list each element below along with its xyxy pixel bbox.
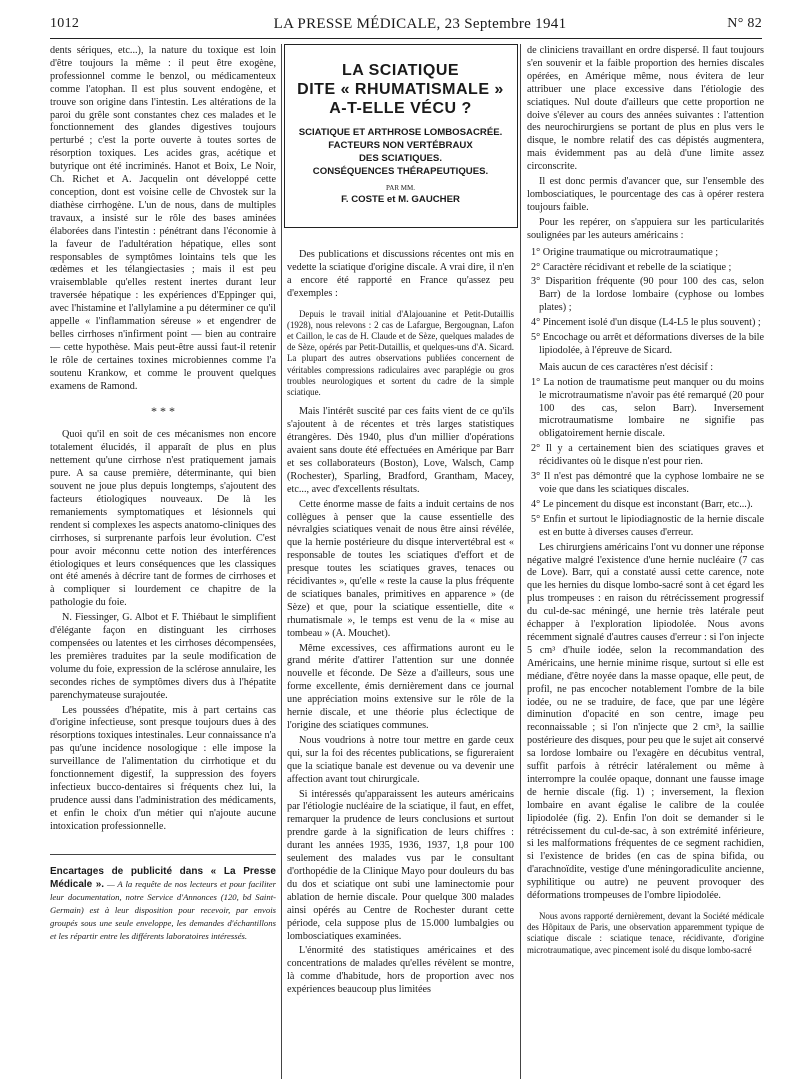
list-item: 5° Enfin et surtout le lipiodiagnostic de la hernie discale est en butte à diverses causes d'erreur. [531,513,764,538]
page-header [50,12,762,38]
ad-title: Encartages de publicité dans « La Presse Médicale ». [50,865,276,890]
list-item: 3° Il n'est pas démontré que la cyphose lombaire ne se voie que dans les sciatiques discales. [531,471,764,495]
criteria-list [527,247,764,358]
column-left [50,45,276,1075]
column-middle [287,45,514,1075]
list-item: 3° Disparition fréquente (90 pour 100 des cas, selon Barr) de la lordose lombaire (cyphose ou lombes plates) ; [531,276,764,314]
issue-number: N° 82 [727,16,762,31]
paragraph: Il est donc permis d'avancer que, sur l'ensemble des lombosciatiques, le pourcentage des cas à opérer restera toujours faible. [527,176,764,213]
column-divider-right [520,44,521,1079]
list-item: 2° Il y a certainement bien des sciatiques graves et récidivantes où le disque n'est pour rien. [531,443,764,468]
paragraph: Si intéressés qu'apparaissent les auteurs américains par l'étiologie nucléaire de la sciatique, il faut, en effet, remarquer la prudence de leurs conclusions et surtout prendre garde à la signification de leurs chiffres : durant les années 1935, 1936, 1937, 1,8 pour 100 seulement des malades vus par le consultant d'orthopédie de la Clinique Mayo pour douleurs du bas du dos et sciatique ont subi une laminectomie pour ablation de hernie discale. Pour quelque 300 malades ainsi opérés au Centre de Rochester durant cette période, cela suppose plus de 15.000 lumbalgies ou lombosciatiques examinées. [287,788,514,942]
paragraph: de cliniciens travaillant en ordre dispersé. Il faut toujours s'en souvenir et la faible proportion des hernies discales opérées, en Amérique même, nous évitera de leur attribuer une place excessive dans l'étiologie des sciatiques. Nul doute d'ailleurs que cette proportion ne doive s'élever au cours des années suivantes : l'attention des neurochirurgiens se portant de plus en plus vers le disque, le nombre relatif des cas dépistés augmentera, mais évidemment pas au delà d'une limite assez circonscrite. [527,45,764,173]
subtitle-line: CONSÉQUENCES THÉRAPEUTIQUES. [312,166,489,177]
list-item: 1° La notion de traumatisme peut manquer ou du moins le microtraumatisme n'avoir pas été remarqué (20 pour 100 des cas, selon Barr). Inversement microtraumatisme lombaire ne signifie pas obligatoirement hernie discale. [531,376,764,440]
by-label: PAR MM. [386,184,415,192]
paragraph: Les chirurgiens américains l'ont vu donner une réponse négative malgré l'existence d'une hernie nucléaire (7 cas de Love). Barr, qui a constaté aussi cette carence, note que les hernies du disque lombo-sacré sont à cet égard les plus trompeuses : en raison du rétrécissement progressif du cul-de-sac méningé, une hernie très latérale peut échapper à l'exploration lipiodolée. Nous avons récemment signalé d'autres causes d'erreur : si l'on injecte 5 cm³ d'huile iodée, selon la recommandation des Américains, une hernie minime risque, surtout si elle est médiane, d'être noyée dans la masse opaque, elle peut, de profil, ne pas encocher notablement l'ombre de la bile iodée, ou ne se traduire, de face, que par une légère diminution d'opacité en son centre, image peu reconnaissable ; si l'on n'injecte que 2 cm³, la saillie postérieure des disques, pour peu que le sujet ait conservé sa lordose lombaire ou l'exagère en décubitus ventral, suffit parfois à rétrécir latéralement ou même à interrompre la coulée opaque, donnant une fausse image de hernie discale (fig. 1) ; inversement, la flexion lombaire en avant égalise le calibre de la coulée lipiodolée (fig. 2). Enfin l'on doit se demander si le rétrécissement du cul-de-sac, à son extrémité inférieure, si les malformations fréquentes de ce segment rachidien, si l'existence de brides (en cas de spina bifida, ou d'arachnoïdite, vestige d'une méningoradiculite ancienne, syphilitique ou autre) ne peuvent provoquer des déformations trompeuses de l'ombre lipiodolée. [527,541,764,902]
paragraph: Mais aucun de ces caractères n'est décisif : [539,361,714,373]
paragraph: dents sériques, etc...), la nature du toxique est loin d'être toujours la même : il peut être exogène, professionnel comme le benzol, ou médicamenteux comme l'atophan. Il est plus souvent endogène, et trouve son origine dans l'intestin. Les altérations de la paroi du grêle sont constantes chez ces malades et le fonctionnement des glandes digestives toujours perturbé ; c'est la porte ouverte à toutes sortes de résorption toxiques. Les acides gras, acétique et butyrique ont été incriminés. Hanot et Boix, Le Noir, Ch. Richet et A. Jacquelin ont développé cette conception, dont est voisine celle de Chvostek sur la diathèse cirrhogène. L'un de nous, dans de multiples travaux, a insisté sur le rôle des bases aminées élaborées dans l'intestin : pénétrant dans l'économie à la faveur de l'adultération hépatique, elles sont responsables de symptômes lointains tels que les œdèmes et les télangiectasies ; mais il est peu vraisemblable qu'elles restent inertes durant leur traversée hépatique : les expériences d'Eppinger qui, avec l'histamine et l'allylamine a pu déterminer ce qu'il appelle « l'inflammation séreuse » et engendrer de belles cirrhoses n'infirment point — bien au contraire — cette hypothèse. Mais peut-être aussi faut-il retenir le rôle de certaines toxines microbiennes comme l'a soutenu Krankow, et comme le prouvent quelques examens de Ramond. [50,45,276,392]
paragraph: N. Fiessinger, G. Albot et F. Thiébaut le simplifient d'élégante façon en distinguant les cirrhoses compensées ou latentes et les cirrhoses décompensées, les premières traduites par la seule modification de volume du foie, expression de la sclérose annulaire, les secondes riches de symptômes divers dus à l'hépatite parenchymateuse surajoutée. [50,612,276,701]
advertisement-notice [50,865,276,943]
list-item: 2° Caractère récidivant et rebelle de la sciatique ; [531,261,732,273]
paragraph: Pour les repérer, on s'appuiera sur les particularités soulignées par les auteurs américains : [527,216,764,241]
paragraph: Les poussées d'hépatite, mis à part certains cas d'origine infectieuse, sont presque toujours dues à des résorptions toxiques intestinales. Leur connaissance n'a pas qu'une incidence nosologique : elle impose la surveillance de l'alimentation du cirrhotique et du fonctionnement digestif, la suppression des foyers infectieux bucco-dentaires si fréquents chez lui, la prudence aussi dans l'administration des médicaments, et enfin le choix d'un métier qui n'ajoute aucune intoxication professionnelle. [50,704,276,832]
header-rule [50,38,762,39]
list-item: 5° Encochage ou arrêt et déformations diverses de la bile lipiodolée, à l'épreuve de Sicard. [531,332,764,356]
paragraph: L'énormité des statistiques américaines et des concentrations de malades qu'elles révèlent se montre, là comme d'habitude, hors de proportion avec nos expériences beaucoup plus limitées [287,945,514,996]
title-line: DITE « RHUMATISMALE » [297,81,504,98]
small-paragraph: Depuis le travail initial d'Alajouanine et Petit-Dutaillis (1928), nous relevons : 2 cas de Lafargue, Bergougnan, Lafon et Caillon, le cas de H. Claude et de Sèze, quelques malades de de Sèze, opérés par Petit-Dutaillis, et quelques-uns d'A. Sicard. La plupart des autres observations publiées concernent de véritables compressions radiculaires avec paraplégie ou gros troubles neurologiques et sortent du cadre de la simple sciatique. [287,308,514,398]
subtitle-line: DES SCIATIQUES. [359,153,442,164]
title-line: LA SCIATIQUE [341,62,460,79]
list-item: 4° Le pincement du disque est inconstant (Barr, etc...). [531,498,753,510]
ad-rule [50,854,276,855]
journal-title: LA PRESSE MÉDICALE, 23 Septembre 1941 [273,16,567,32]
section-separator: * * * [151,404,175,419]
small-paragraph: Nous avons rapporté dernièrement, devant la Société médicale des Hôpitaux de Paris, une observation apparemment typique de sciatique discale : sciatique tenace, récidivante, d'origine microtraumatique, avec pincement isolé du disque lombo-sacré [527,911,764,955]
article-authors: F. COSTE et M. GAUCHER [341,194,460,205]
page-number: 1012 [50,16,80,31]
list-item: 1° Origine traumatique ou microtraumatique ; [531,246,719,258]
subtitle-line: SCIATIQUE ET ARTHROSE LOMBOSACRÉE. [298,127,503,138]
paragraph: Mais l'intérêt suscité par ces faits vient de ce qu'ils s'ajoutent à de récentes et très larges statistiques étrangères. Dès 1940, plus d'un millier d'opérations avaient sans doute été effectuées en Amérique par Barr et ses collaborateurs (Boston), Love, Walsch, Camp (Rochester), Sparling, Bradford, Grantham, Macey, etc..., avec d'excellents résultats. [287,406,514,495]
title-line: A-T-ELLE VÉCU ? [329,100,472,117]
objections-list [527,377,764,540]
paragraph: Nous voudrions à notre tour mettre en garde ceux qui, sur la foi des récentes publications, se figureraient que la sciatique banale est devenue ou va devenir une affection avant tout chirurgicale. [287,734,514,785]
article-subtitle [287,126,514,178]
paragraph: Quoi qu'il en soit de ces mécanismes non encore totalement élucidés, il apparaît de plus en plus nettement qu'une cirrhose n'est pratiquement jamais pure. A sa cause première, déterminante, qui bien souvent ne joue plus depuis longtemps, s'ajoutent des facteurs étiologiques nouveaux. De là les remaniements symptomatiques et lésionnels qui rendent si complexes les aspects anatomo-cliniques des cirrhoses, si surprenante parfois leur évolution. C'est pour avoir méconnu cette notion des interférences étiologiques et leurs conséquences que les classiques ont été amenés à décrire tant de formes de cirrhoses et à compliquer si lourdement ce chapitre de la pathologie du foie. [50,429,276,609]
paragraph: Même excessives, ces affirmations auront eu le grand mérite d'attirer l'attention sur une donnée nouvelle et féconde. De Sèze a d'ailleurs, sous une forme excellente, émis dernièrement dans ce journal une appréciation moins extensive sur le rôle de la hernie discale, et une théorie plus éclectique de l'origine des sciatiques communes. [287,642,514,731]
paragraph: Des publications et discussions récentes ont mis en vedette la sciatique d'origine discale. A vrai dire, il n'en a encore été rapporté en France qu'assez peu d'exemples : [287,249,514,299]
list-item: 4° Pincement isolé d'un disque (L4-L5 le plus souvent) ; [531,317,761,329]
column-right [527,45,764,1075]
column-divider-left [281,44,282,1079]
article-title [287,61,514,118]
ad-body: — A la requête de nos lecteurs et pour faciliter leur documentation, notre Service d'Annonces (120, bd Saint-Germain) est à leur disposition pour recevoir, par envois groupés sous une seule enveloppe, les demandes d'échantillons et les répartir entre les différents laboratoires intéressés. [50,878,276,941]
paragraph: Cette énorme masse de faits a induit certains de nos collègues à penser que la cause essentielle des névralgies sciatiques venait de nous être ainsi révélée, que la hernie postérieure du disque intervertébral est « responsable de toutes les sciatiques d'effort et de presque toutes les sciatiques graves, tenaces ou récidivantes », qu'elle « reste la cause la plus fréquente de sciatiques banales, primitives en apparence » (de Sèze) et que, pour la sciatique essentielle, dite « rhumatismale », le temps est venu de la « mise au tombeau » (A. Mouchet). [287,498,514,639]
subtitle-line: FACTEURS NON VERTÉBRAUX [328,140,473,151]
